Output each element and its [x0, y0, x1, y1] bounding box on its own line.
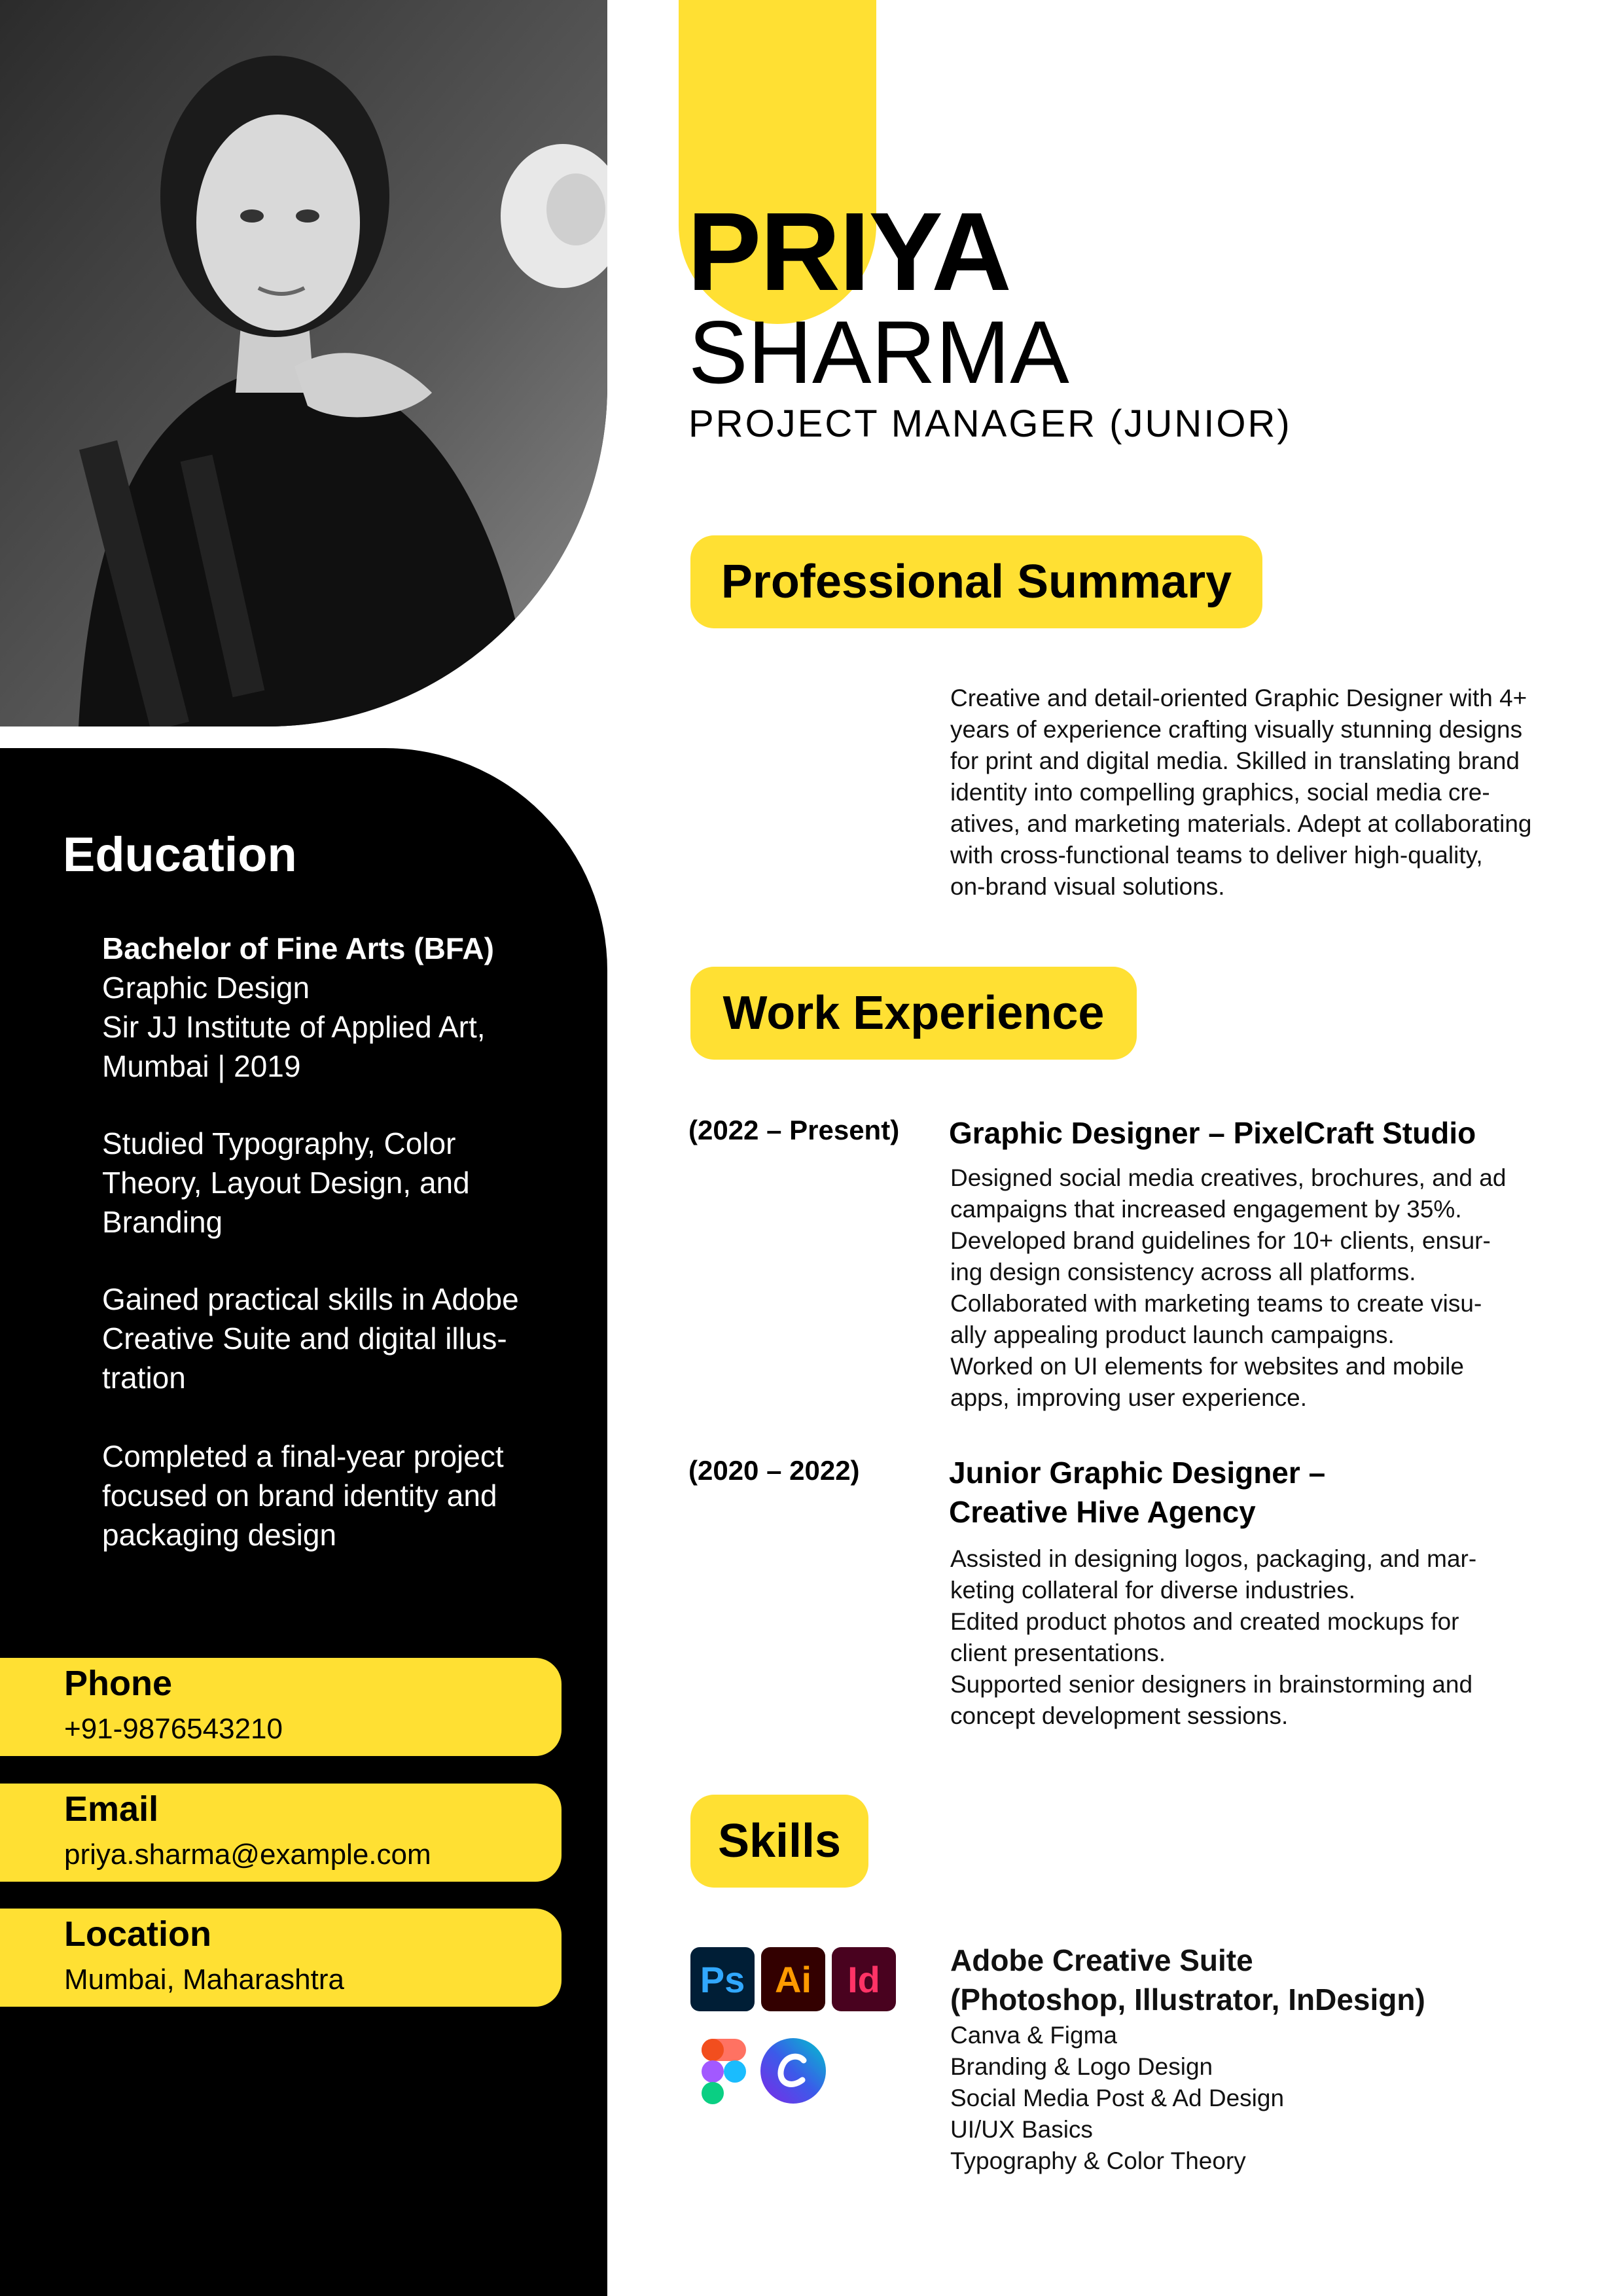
contact-email	[0, 1784, 562, 1882]
sidebar	[0, 748, 607, 2296]
skills-heading: Skills	[690, 1795, 868, 1888]
skill-item: Canva & Figma	[950, 2022, 1117, 2049]
summary-text	[950, 683, 1532, 903]
education-highlight-line: Branding	[102, 1205, 223, 1239]
job-duty-line: ally appealing product launch campaigns.	[950, 1321, 1395, 1348]
photoshop-icon: Ps	[690, 1947, 755, 2011]
education-highlight-line: tration	[102, 1361, 186, 1395]
job-role	[949, 1453, 1325, 1532]
job-period: (2020 – 2022)	[688, 1455, 860, 1486]
contact-email-value[interactable]: priya.sharma@example.com	[64, 1839, 431, 1871]
job-title: PROJECT MANAGER (JUNIOR)	[688, 403, 1292, 445]
job-duty-line: campaigns that increased engagement by 35%.	[950, 1196, 1462, 1223]
education-highlight-line: Studied Typography, Color	[102, 1126, 456, 1160]
contact-phone-label: Phone	[64, 1664, 173, 1703]
profile-photo	[0, 0, 607, 726]
figma-icon	[702, 2039, 746, 2104]
education-highlight	[102, 1124, 560, 1242]
job-duty-line: Assisted in designing logos, packaging, and mar-	[950, 1545, 1477, 1572]
job-duties	[950, 1162, 1506, 1414]
job-duty-line: Supported senior designers in brainstorming and	[950, 1671, 1473, 1698]
contact-location-value: Mumbai, Maharashtra	[64, 1964, 344, 1996]
education-heading: Education	[63, 827, 297, 882]
job-role	[949, 1113, 1476, 1153]
skill-item: Branding & Logo Design	[950, 2053, 1213, 2080]
job-role-line: Graphic Designer – PixelCraft Studio	[949, 1116, 1476, 1150]
summary-line: for print and digital media. Skilled in translating brand	[950, 747, 1520, 774]
education-major: Graphic Design	[102, 971, 310, 1005]
skill-item: Social Media Post & Ad Design	[950, 2085, 1285, 2111]
job-duty-line: Worked on UI elements for websites and mobile	[950, 1353, 1464, 1380]
summary-line: identity into compelling graphics, social media cre-	[950, 779, 1490, 806]
skills-list	[950, 2020, 1284, 2177]
canva-icon	[759, 2037, 827, 2105]
summary-line: on-brand visual solutions.	[950, 873, 1225, 900]
job-duty-line: Collaborated with marketing teams to create visu-	[950, 1290, 1482, 1317]
first-name: PRIYA	[687, 190, 1010, 314]
education-highlight	[102, 1280, 560, 1397]
education-highlight-line: focused on brand identity and	[102, 1479, 497, 1513]
skills-title-line: (Photoshop, Illustrator, InDesign)	[950, 1982, 1425, 2017]
education-highlight-line: Creative Suite and digital illus-	[102, 1321, 507, 1355]
illustrator-icon: Ai	[761, 1947, 825, 2011]
education-highlight-line: Completed a final-year project	[102, 1439, 504, 1473]
education-highlight-line: Theory, Layout Design, and	[102, 1166, 470, 1200]
education-highlight-line: packaging design	[102, 1518, 337, 1552]
job-duty-line: keting collateral for diverse industries.	[950, 1577, 1356, 1604]
skills-title	[950, 1941, 1425, 2019]
education-degree-block	[102, 929, 560, 1086]
skill-item: UI/UX Basics	[950, 2116, 1093, 2143]
job-duties	[950, 1543, 1476, 1732]
job-duty-line: Developed brand guidelines for 10+ clients, ensur-	[950, 1227, 1491, 1254]
education-highlight	[102, 1437, 560, 1554]
job-duty-line: ing design consistency across all platforms.	[950, 1259, 1416, 1285]
summary-heading: Professional Summary	[690, 535, 1262, 628]
skills-title-line: Adobe Creative Suite	[950, 1943, 1253, 1977]
job-duty-line: client presentations.	[950, 1640, 1166, 1666]
summary-line: atives, and marketing materials. Adept at collaborating	[950, 810, 1532, 837]
education-degree: Bachelor of Fine Arts (BFA)	[102, 931, 494, 965]
summary-line: Creative and detail-oriented Graphic Designer with 4+	[950, 685, 1527, 711]
job-period: (2022 – Present)	[688, 1115, 900, 1145]
contact-email-label: Email	[64, 1789, 159, 1829]
education-highlight-line: Gained practical skills in Adobe	[102, 1282, 519, 1316]
summary-line: with cross-functional teams to deliver high-quality,	[950, 842, 1483, 869]
job-duty-line: Designed social media creatives, brochures, and ad	[950, 1164, 1507, 1191]
skill-item: Typography & Color Theory	[950, 2147, 1246, 2174]
job-role-line: Junior Graphic Designer –	[949, 1456, 1326, 1490]
education-school-line2: Mumbai | 2019	[102, 1049, 301, 1083]
last-name: SHARMA	[688, 302, 1069, 402]
contact-location-label: Location	[64, 1914, 211, 1954]
job-duty-line: Edited product photos and created mockups for	[950, 1608, 1459, 1635]
job-duty-line: concept development sessions.	[950, 1702, 1289, 1729]
experience-heading: Work Experience	[690, 967, 1137, 1060]
job-role-line: Creative Hive Agency	[949, 1495, 1256, 1529]
job-duty-line: apps, improving user experience.	[950, 1384, 1308, 1411]
contact-location	[0, 1909, 562, 2007]
education-school-line1: Sir JJ Institute of Applied Art,	[102, 1010, 486, 1044]
contact-phone-value[interactable]: +91-9876543210	[64, 1713, 283, 1745]
contact-phone	[0, 1658, 562, 1756]
summary-line: years of experience crafting visually stunning designs	[950, 716, 1523, 743]
indesign-icon: Id	[832, 1947, 896, 2011]
